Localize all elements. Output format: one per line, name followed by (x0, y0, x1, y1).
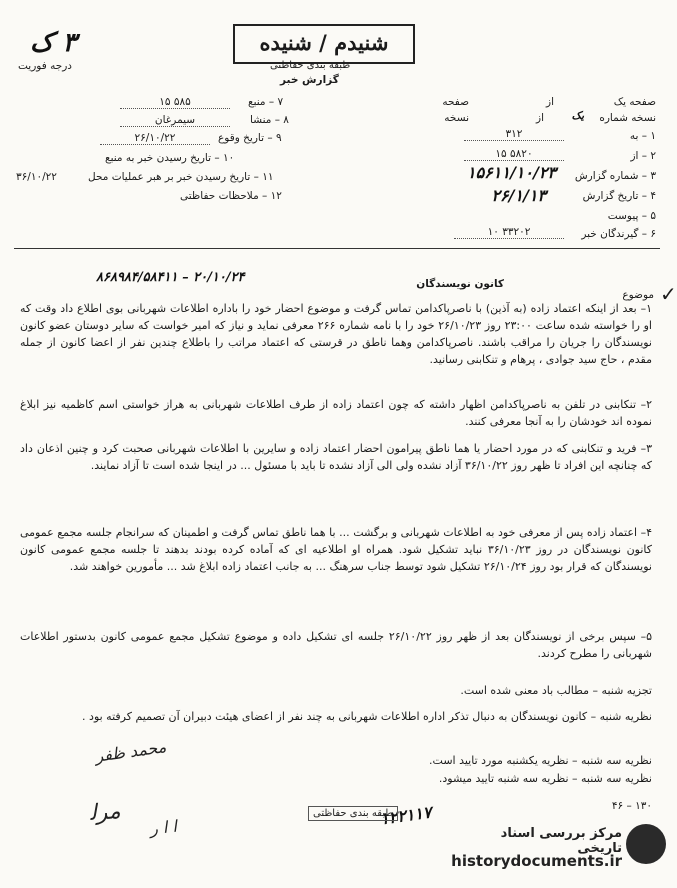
copy-of: از (536, 112, 544, 124)
check-mark-icon: ✓ (660, 282, 677, 306)
paragraph-5: ۵– سپس برخی از نویسندگان بعد از ظهر روز ۲۶/۱۰/۲۲ جلسه ای تشکیل داده و موضوع تشکیل مجمع عمومی کانون بدستور اطلاعات شهربانی را مطرح کردند. (20, 630, 652, 660)
page-label: صفحه یک (613, 96, 656, 108)
reference-number: ۱۳۰ – ۴۶ (611, 800, 652, 812)
watermark (451, 818, 670, 884)
subject-value: کانون نویسندگان (416, 278, 504, 290)
subject-stamp: ۲۰/۱۰/۲۴ – ۸۶۸۹۸۴/۵۸۴۱۱ (96, 270, 245, 285)
from-value: ۵۸۲۰ ۱۵ (464, 148, 564, 161)
report-number-label: ۳ – شماره گزارش (574, 170, 656, 182)
paragraph-1: ۱– بعد از اینکه اعتماد زاده (به آذین) با ناصرپاکدامن تماس گرفت و موضوع احضار خود را باداره اطلاعات شهربانی بوی اطلاع داد وقت که او را خواسته شده ساعت ۲۳:۰۰ روز ۲۶/۱۰/۲۳ خود را با نامه شماره ۲۶۶ معرفی نماید و نیاز که امیر خواست که سایر دوستان عضو کانون نویسندگان را جریان را مراقب باشند. ناصرپاکدامن وهما ناطق در قرستی که اعتماد مراتب را باطلاع چندین نفر از اعضا کانون از جمله مقدم ، حاج سید جوادی ، پرهام و تنکابنی رسانید. (20, 302, 652, 366)
signature-initials: ﺍ ﺍ ﺭ (149, 816, 178, 839)
copy-label: نسخه شماره (599, 112, 656, 124)
opinion-line-1: نظریه شنبه – کانون نویسندگان به دنبال تذکر اداره اطلاعات شهربانی به چند نفر از اعضای هیئت دبیران آن تصمیم کرفته بود . (82, 710, 652, 723)
urgency-label: درجه فوریت (18, 60, 72, 72)
recipients-label: ۶ – گیرندگان خبر (581, 228, 656, 240)
page-total: صفحه (442, 96, 469, 108)
analysis-line: تجزیه شنبه – مطالب باد معنی شده است. (460, 684, 652, 697)
opinion-line-2: نظریه سه شنبه – نظریه یکشنبه مورد تایید است. (429, 754, 652, 767)
watermark-title: مرکز بررسی اسناد تاریخی (500, 826, 622, 856)
document-title: شنیدم / شنیده (233, 24, 415, 64)
report-date-value: ۲۶/۱/۱۳ (491, 186, 546, 205)
classification-number: ۳ ک (30, 28, 77, 58)
watermark-url: historydocuments.ir (451, 852, 622, 870)
signature-scribble: ﻣﺮﻟ (89, 798, 122, 827)
receipt-date-label: ۱۰ – تاریخ رسیدن خبر به منبع (105, 152, 235, 164)
from-label: ۲ – از (630, 150, 656, 162)
paragraph-2: ۲– تنکابنی در تلفن به ناصرپاکدامن اظهار داشته که چون اعتماد زاده از طرف اطلاعات شهربانی به هراز خواستی اسم کاظمیه نیز ابلاغ نموده اند خودشان را به آنجا معرفی کنند. (20, 398, 652, 428)
origin-value: سیمرغان (120, 114, 230, 127)
copy-value: یک (571, 110, 584, 122)
origin-label: ۸ – منشا (250, 114, 289, 126)
report-type: گزارش خبر (280, 74, 339, 86)
receipt-section-label: ۱۱ – تاریخ رسیدن خبر بر هبر عملیات محل (88, 171, 274, 183)
archive-logo-icon (626, 824, 666, 864)
classification-subtitle: طبقه بندی حفاظتی (270, 60, 351, 71)
report-date-label: ۴ – تاریخ گزارش (582, 190, 656, 202)
recipients-value: ۳۳۲۰۲ ۱۰ (454, 226, 564, 239)
page-of: از (546, 96, 554, 108)
classification-stamp: طبقه بندی حفاظتی (308, 806, 398, 821)
source-label: ۷ – منبع (248, 96, 284, 108)
paragraph-4: ۴– اعتماد زاده پس از معرفی خود به اطلاعات شهربانی و برگشت ... با هما ناطق تماس گرفت و اطمینان که سرانجام جلسه مجمع عمومی کانون نویسندگان در روز ۳۶/۱۰/۲۳ نباید تشکیل شود. همراه او اطلاعیه ای که آماده کرده بودند بدهند تا جلسه مجمع عمومی کانون نویسندگان که قرار بود روز ۲۶/۱۰/۲۴ تشکیل شود توسط جناب سرهنگ ... به جانب اعتماد زاده ابلاغ شد ... مأمورین خواهند شد. (20, 526, 653, 573)
handwritten-number: ۱۲۲۱۱۷ (378, 802, 433, 829)
security-notes-label: ۱۲ – ملاحظات حفاظتی (180, 190, 282, 202)
attachment-label: ۵ – پیوست (607, 210, 656, 222)
source-value: ۵۸۵ ۱۵ (120, 96, 230, 109)
paragraph-3: ۳– فرید و تنکابنی که در مورد احضار یا هما ناطق پیرامون احضار اعتماد زاده و سایرین با اطلاعات شهربانی صحبت کرد و چنین اذعان داد که چنانچه این افراد تا ظهر روز ۳۶/۱۰/۲۲ آزاد نشده ولی الی آزاد نشده تا باید با مسئول ... در اینجا شده است تا آزاد نمایند. (20, 442, 652, 472)
subject-label: موضوع (622, 289, 654, 301)
signature-handwritten: محمد ظفر (94, 737, 168, 766)
to-value: ۳۱۲ (464, 128, 564, 141)
occurrence-date-value: ۲۶/۱۰/۲۲ (100, 132, 210, 145)
opinion-line-3: نظریه سه شنبه – نظریه سه شنبه تایید میشود. (438, 772, 652, 785)
occurrence-date-label: ۹ – تاریخ وقوع (218, 132, 282, 144)
report-number-value: ۱۵۶۱۱/۱۰/۲۳ (466, 163, 556, 182)
to-label: ۱ – به (629, 130, 656, 142)
copy-total: نسخه (444, 112, 469, 124)
header-divider (14, 248, 660, 249)
receipt-section-value: ۳۶/۱۰/۲۲ (16, 171, 57, 183)
